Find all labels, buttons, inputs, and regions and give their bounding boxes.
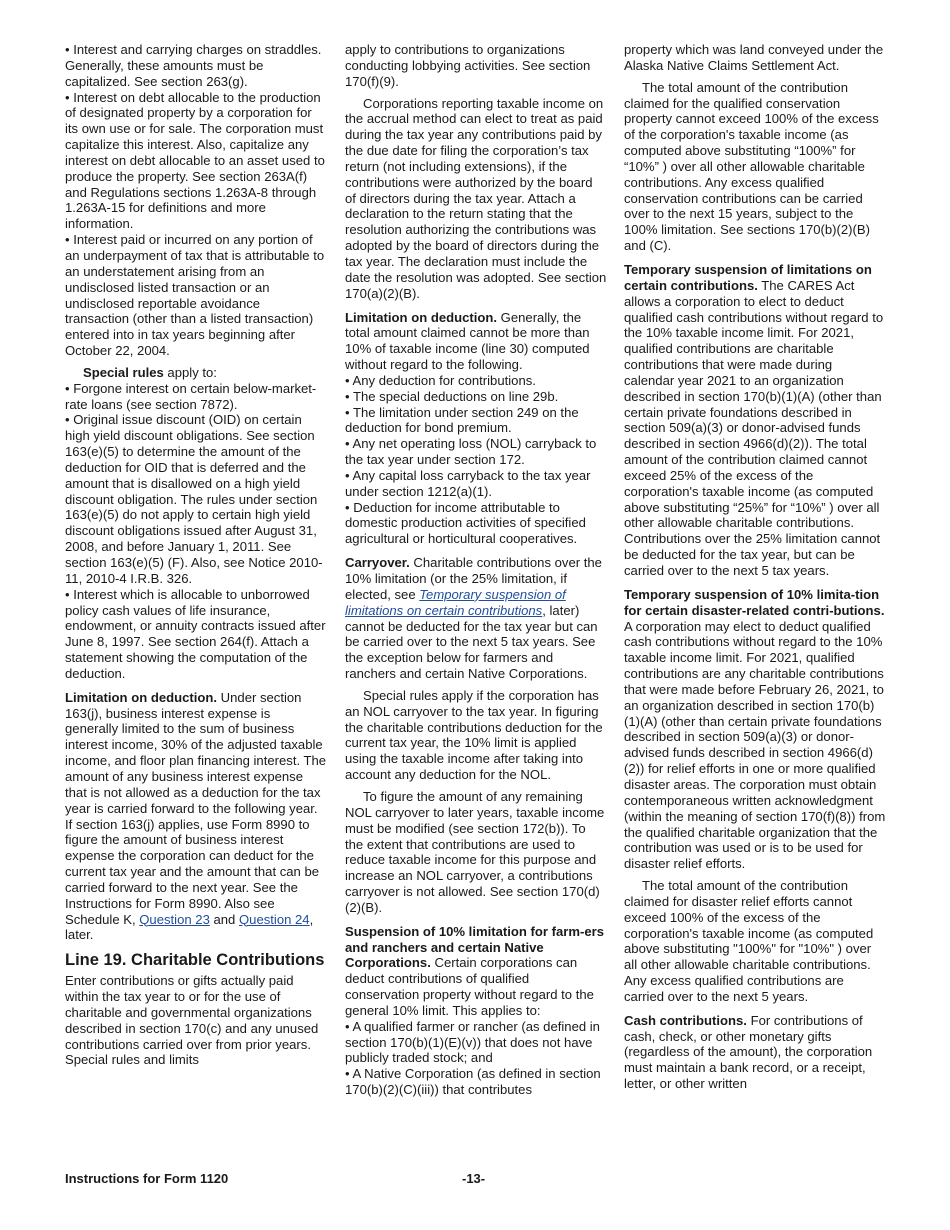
column-1 [65, 42, 327, 1068]
remaining-nol-paragraph: To figure the amount of any remaining NOL carryover to later years, taxable income must be modified (see section 172(b)). To the extent that contributions are used to reduce taxable income for this purpose and increase an NOL carryover, a contributions carryover is not allowed. See section 170(d)(2)(B). [345, 788, 605, 915]
column-2 [345, 42, 607, 1098]
question-23-link[interactable]: Question 23 [139, 911, 210, 927]
column-3 [624, 42, 886, 1092]
disaster-suspension-paragraph [624, 587, 886, 872]
accrual-method-paragraph: Corporations reporting taxable income on the accrual method can elect to treat as paid during the tax year any contributions paid by the due date for filing the corporation’s tax return (not including extensions), if the contributions were authorized by the board of directors during the tax year. Attach a declaration to the return stating that the resolution authorizing the contributions was adopted by the board of directors during the tax year. The declaration must include the date the resolution was adopted. See section 170(a)(2)(B). [345, 95, 607, 301]
special-rules-text: apply to: [163, 364, 217, 380]
footer-form-title: Instructions for Form 1120 [65, 1171, 229, 1186]
interest-limitation-paragraph [65, 690, 327, 944]
deduction-limitation-heading: Limitation on deduction. [345, 309, 498, 325]
bullet-forgone-interest: • Forgone interest on certain below-market-rate loans (see section 7872). [65, 380, 317, 412]
disaster-suspension-text: A corporation may elect to deduct qualified cash contributions without regard to the 10% taxable income limit. For 2021, qualified contributions are any charitable contributions that were made before February 26, 2021, to an organization described in section 170(b)(1)(A) (other than certain private foundations described in section 509(a)(3) or donor-advised funds described in section 4966(d)(2)) for relief efforts in one or more qualified disaster areas. The corporation must obtain contemporaneous written acknowledgment (within the meaning of section 170(f)(8)) from the qualified charitable organization that the contribution was used or is to be used for disaster relief efforts. [624, 618, 886, 872]
bullet-native-corporation: • A Native Corporation (as defined in section 170(b)(2)(C)(iii)) that contributes [345, 1066, 601, 1098]
farmers-suspension-paragraph [345, 924, 607, 1019]
disaster-suspension-heading: Temporary suspension of 10% limita-tion for certain disaster-related contri-butions. [624, 586, 885, 618]
farmers-suspension-heading: Suspension of 10% limitation for farm-ers and ranchers and certain Native Corporations. [345, 923, 605, 971]
question-24-link[interactable]: Question 24 [238, 911, 310, 927]
bullet-nol-carryback: • Any net operating loss (NOL) carryback to the tax year under section 172. [345, 436, 597, 468]
and-text: and [209, 911, 239, 927]
bullet-oid: • Original issue discount (OID) on certain high yield discount obligations. See section 163(e)(5) to determine the amount of the deduction for OID that is deferred and the amount that is disallowed on a high yield discount obligation. The rules under section 163(e)(5) do not apply to certain high yield discount obligations issued after August 31, 2008, and before January 1, 2011. See section 163(e)(5) (F). Also, see Notice 2010-11, 2010-4 I.R.B. 326. [65, 412, 323, 586]
deduction-limitation-text: Generally, the total amount claimed cannot be more than 10% of taxable income (line 30) computed without regard to the following. [345, 309, 590, 373]
line-19-intro: Enter contributions or gifts actually paid within the tax year to or for the use of charitable and governmental organizations described in section 170(c) and any unused contributions carried over from prior years. Special rules and limits [65, 973, 319, 1068]
bullet-underpayment: • Interest paid or incurred on any portion of an underpayment of tax that is attributable to an understatement arising from an undisclosed listed transaction or an undisclosed reportable avoidance transaction (other than a listed transaction) entered into in tax years beginning after October 22, 2004. [65, 232, 325, 359]
temporary-suspension-link[interactable]: Temporary suspension of limitations on certain contributions [345, 586, 566, 618]
disaster-limit-paragraph: The total amount of the contribution claimed for disaster relief efforts cannot exceed 100% of the excess of the corporation's taxable income (as computed above substituting "100%" for "10%" ) over all other allowable charitable contributions. Any excess qualified contributions are carried over to the next 5 years. [624, 878, 874, 1004]
conservation-limit-paragraph: The total amount of the contribution claimed for the qualified conservation property cannot exceed 100% of the excess of the corporation's taxable income (as computed above substituting “100%” for “10%” ) over all other allowable charitable contributions. Any excess qualified conservation contributions can be carried over to the next 15 years, subject to the 100% limitation. See sections 170(b)(2)(B) and (C). [624, 79, 879, 254]
temporary-suspension-heading: Temporary suspension of limitations on certain contributions. [624, 261, 872, 293]
alaska-land-paragraph: property which was land conveyed under the Alaska Native Claims Settlement Act. [624, 42, 884, 73]
bullet-straddles: • Interest and carrying charges on straddles. Generally, these amounts must be capitalized. See section 263(g). [65, 42, 322, 89]
line-19-heading: Line 19. Charitable Contributions [65, 951, 325, 970]
special-rules-label: Special rules [83, 364, 164, 380]
page-number: -13- [462, 1171, 486, 1186]
special-rules-intro [65, 365, 327, 381]
interest-limitation-text: Under section 163(j), business interest expense is generally limited to the sum of business interest income, 30% of the adjusted taxable income, and floor plan financing interest. The amount of any business interest expense that is not allowed as a deduction for the tax year is carried forward to the following year. If section 163(j) applies, use Form 8990 to figure the amount of business interest expense the corporation can deduct for the current tax year and the amount that can be carried forward to the next year. See the Instructions for Form 8990. Also see Schedule K, [65, 689, 327, 927]
bullet-farmer-rancher: • A qualified farmer or rancher (as defined in section 170(b)(1)(E)(v)) that does not have publicly traded stock; and [345, 1018, 600, 1066]
bullet-capital-loss: • Any capital loss carryback to the tax year under section 1212(a)(1). [345, 467, 591, 499]
deduction-limitation-paragraph [345, 310, 607, 373]
later-text: , later. [65, 911, 314, 943]
bullet-designated-property: • Interest on debt allocable to the production of designated property by a corporation for its own use or for sale. The corporation must capitalize this interest. Also, capitalize any interest on debt allocable to an asset used to produce the property. See section 263A(f) and Regulations sections 1.263A-8 through 1.263A-15 for definitions and more information. [65, 89, 325, 232]
farmers-suspension-text: Certain corporations can deduct contributions of qualified conservation property without regard to the general 10% limit. This applies to: [345, 955, 594, 1018]
carryover-paragraph [345, 555, 607, 682]
temporary-suspension-text: The CARES Act allows a corporation to elect to deduct qualified cash contributions without regard to the 10% taxable income limit. For 2021, qualified contributions are charitable contributions that were made during calendar year 2021 to an organization described in section 170(b)(1)(A) (other than certain private foundations described in section 509(a)(3) or donor-advised funds described in section 4966(d)(2)). The total amount of the contribution claimed cannot exceed 25% of the excess of the corporation's taxable income (as computed above substituting “25%” for “10%” ) over all other allowable charitable contributions. Contributions over the 25% limitation cannot be deducted for the tax year, but can be carried over to the next 5 tax years. [624, 277, 884, 578]
cash-contributions-heading: Cash contributions. [624, 1012, 747, 1028]
bullet-contributions: • Any deduction for contributions. [345, 372, 536, 388]
bullet-bond-premium: • The limitation under section 249 on the deduction for bond premium. [345, 404, 579, 436]
carryover-heading: Carryover. [345, 555, 410, 571]
nol-carryover-paragraph: Special rules apply if the corporation has an NOL carryover to the tax year. In figuring the charitable contributions deduction for the current tax year, the 10% limit is applied using the taxable income after taking into account any deduction for the NOL. [345, 687, 603, 783]
carryover-text-2: , later) cannot be deducted for the tax year but can be carried over to the next 5 tax years. See the exception below for farmers and ranchers and certain Native Corporations. [345, 602, 598, 682]
interest-limitation-heading: Limitation on deduction. [65, 689, 218, 705]
bullet-special-deductions: • The special deductions on line 29b. [345, 388, 559, 404]
bullet-life-insurance: • Interest which is allocable to unborrowed policy cash values of life insurance, endowment, or annuity contracts issued after June 8, 1997. See section 264(f). Attach a statement showing the computation of the deduction. [65, 586, 326, 681]
lobbying-paragraph: apply to contributions to organizations conducting lobbying activities. See section 170(f)(9). [345, 42, 591, 89]
cash-contributions-paragraph [624, 1013, 886, 1092]
cash-contributions-text: For contributions of cash, check, or other monetary gifts (regardless of the amount), the corporation must maintain a bank record, or a receipt, letter, or other written [624, 1012, 873, 1092]
temporary-suspension-paragraph [624, 262, 886, 579]
carryover-text-1: Charitable contributions over the 10% limitation (or the 25% limitation, if elected, see [345, 555, 602, 602]
bullet-cooperatives: • Deduction for income attributable to domestic production activities of specified agricultural or horticultural cooperatives. [345, 499, 586, 547]
